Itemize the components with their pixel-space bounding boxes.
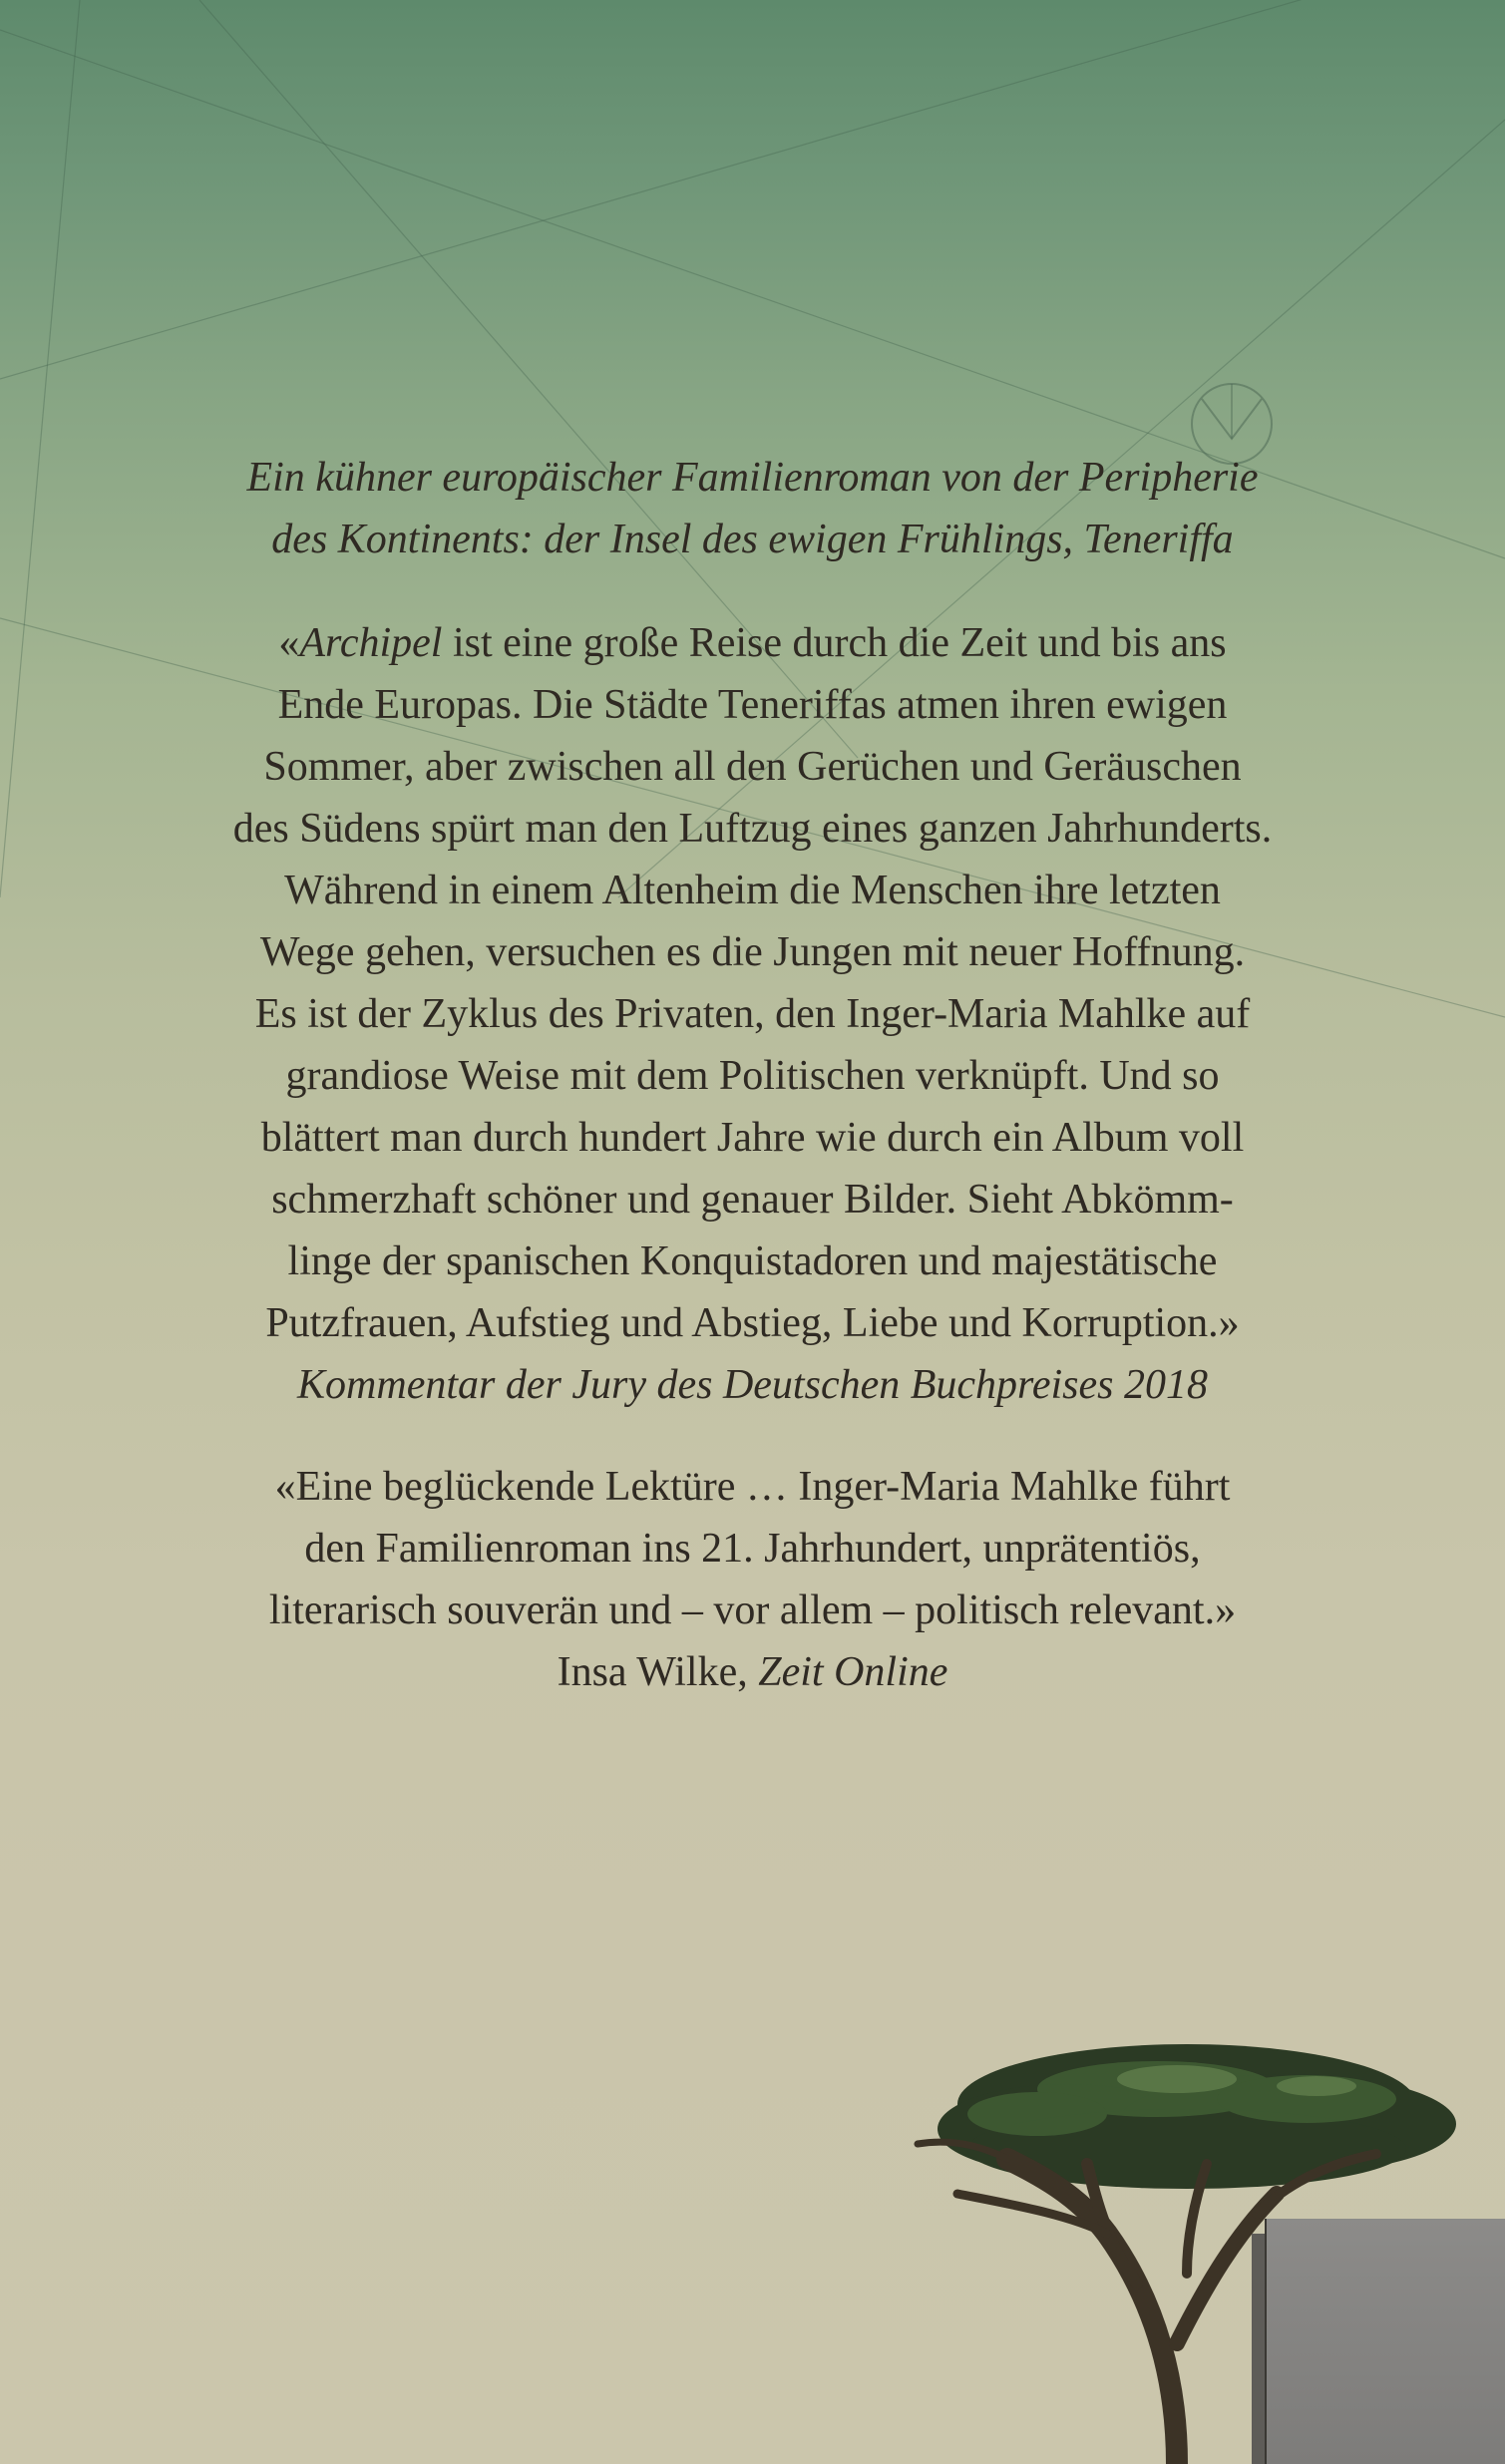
tagline-line: des Kontinents: der Insel des ewigen Frühlings, Teneriffa [271,517,1234,562]
jury-quote-line: Putzfrauen, Aufstieg und Abstieg, Liebe und Korruption.» [265,1300,1240,1346]
attribution-name: Insa Wilke, [557,1649,759,1695]
jury-quote-line: Ende Europas. Die Städte Teneriffas atmen ihren ewigen [277,682,1228,728]
tagline [100,447,1405,570]
attribution-source: Zeit Online [758,1649,948,1695]
open-quote-mark: « [278,620,300,666]
jury-quote-line: Sommer, aber zwischen all den Gerüchen und Geräuschen [263,744,1242,790]
jury-quote-line: Während in einem Altenheim die Menschen ihre letzten [284,868,1221,913]
jury-quote-line: blättert man durch hundert Jahre wie durch ein Album voll [260,1115,1245,1161]
jury-quote-line: Wege gehen, versuchen es die Jungen mit neuer Hoffnung. [259,929,1246,975]
jury-quote-line [100,612,1405,674]
zeit-quote-line: den Familienroman ins 21. Jahrhundert, unprätentiös, [304,1526,1201,1572]
zeit-quote [100,1456,1405,1703]
jury-quote-line: Es ist der Zyklus des Privaten, den Inger-Maria Mahlke auf [254,991,1251,1037]
jury-quote-attribution: Kommentar der Jury des Deutschen Buchpreises 2018 [297,1362,1208,1408]
jury-quote-line: linge der spanischen Konquistadoren und majestätische [287,1238,1218,1284]
zeit-quote-line: «Eine beglückende Lektüre … Inger-Maria Mahlke führt [274,1464,1231,1510]
jury-quote-line: des Südens spürt man den Luftzug eines ganzen Jahrhunderts. [232,806,1273,852]
jury-quote-line: schmerzhaft schöner und genauer Bilder. Sieht Abkömm- [271,1177,1234,1223]
tagline-line: Ein kühner europäischer Familienroman von der Peripherie [246,455,1259,501]
building-wall [1267,2219,1505,2464]
building-edge [1252,2234,1268,2464]
book-title: Archipel [299,620,443,666]
jury-quote-line-rest: ist eine große Reise durch die Zeit und bis ans [442,620,1227,666]
zeit-quote-attribution [100,1641,1405,1703]
jury-quote [100,612,1405,1416]
zeit-quote-line: literarisch souverän und – vor allem – politisch relevant.» [268,1587,1237,1633]
jury-quote-line: grandiose Weise mit dem Politischen verknüpft. Und so [285,1053,1220,1099]
